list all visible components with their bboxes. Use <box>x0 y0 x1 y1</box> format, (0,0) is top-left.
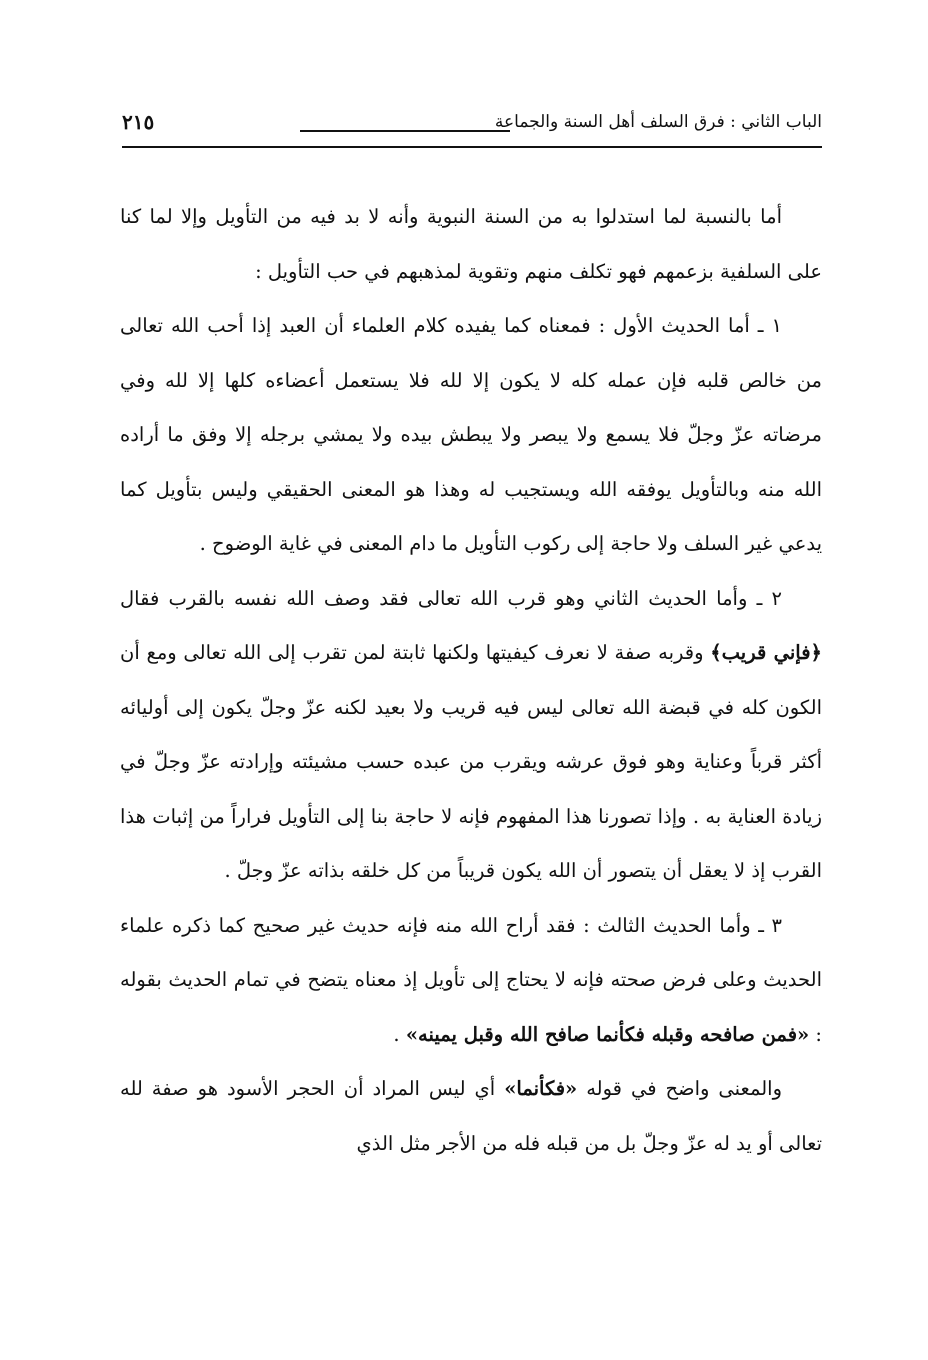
paragraph-hadith-one: ١ ـ أما الحديث الأول : فمعناه كما يفيده كلام العلماء أن العبد إذا أحب الله تعالى من خالص قلبه فإن عمله كله لا يكون إلا لله فلا يستعمل أعضاءه كلها إلا لله وفي مرضاته عزّ وجلّ فلا يسمع ولا يبصر ولا يبطش بيده ولا يمشي برجله إلا وفق ما أراده الله منه وبالتأويل يوفقه الله ويستجيب له وهذا هو المعنى الحقيقي وليس بتأويل كما يدعي غير السلف ولا حاجة إلى ركوب التأويل ما دام المعنى في غاية الوضوح . <box>120 314 822 555</box>
quran-quote: ﴿فإني قريب﴾ <box>710 641 822 664</box>
text-segment: . <box>393 1022 406 1046</box>
paragraph-hadith-two <box>120 572 822 899</box>
page-header <box>122 100 822 148</box>
main-text <box>120 190 822 1171</box>
hadith-quote: «فمن صافحه وقبله فكأنما صافح الله وقبل يمينه» <box>405 1022 810 1046</box>
text-segment: وقربه صفة لا نعرف كيفيتها ولكنها ثابتة لمن تقرب إلى الله تعالى ومع أن الكون كله في قبضة الله تعالى ليس فيه قريب ولا بعيد لكنه عزّ وجلّ يكون إلى أوليائه أكثر قرباً وعناية وهو فوق عرشه ويقرب من عبده حسب مشيئته وإرادته عزّ وجلّ في زيادة العناية به . وإذا تصورنا هذا المفهوم فإنه لا حاجة بنا إلى التأويل فراراً من إثبات هذا القرب إذ لا يعقل أن يتصور أن الله يكون قريباً من كل خلقه بذاته عزّ وجلّ . <box>120 641 822 882</box>
text-segment: والمعنى واضح في قوله <box>577 1077 782 1100</box>
text-segment: ٣ ـ وأما الحديث الثالث : فقد أراح الله منه فإنه حديث غير صحيح كما ذكره علماء الحديث وعلى فرض صحته فإنه لا يحتاج إلى تأويل إذ معناه يتضح في تمام الحديث بقوله : <box>120 913 822 1046</box>
header-rule <box>122 146 822 148</box>
paragraph-hadith-three <box>120 899 822 1063</box>
paragraph-meaning <box>120 1062 822 1171</box>
quoted-word: «فكأنما» <box>504 1077 578 1100</box>
page-number: ٢١٥ <box>122 110 155 134</box>
chapter-title: الباب الثاني : فرق السلف أهل السنة والجماعة <box>494 112 822 132</box>
text-segment: ٢ ـ وأما الحديث الثاني وهو قرب الله تعالى فقد وصف الله نفسه بالقرب فقال <box>120 586 782 610</box>
paragraph-intro: أما بالنسبة لما استدلوا به من السنة النبوية وأنه لا بد فيه من التأويل وإلا لما كنا على السلفية بزعمهم فهو تكلف منهم وتقوية لمذهبهم في حب التأويل : <box>120 205 822 283</box>
header-dash-line <box>300 130 510 132</box>
text-segment: أي ليس المراد أن الحجر الأسود هو صفة لله تعالى أو يد له عزّ وجلّ بل من قبله فله من الأجر مثل الذي <box>120 1077 822 1155</box>
